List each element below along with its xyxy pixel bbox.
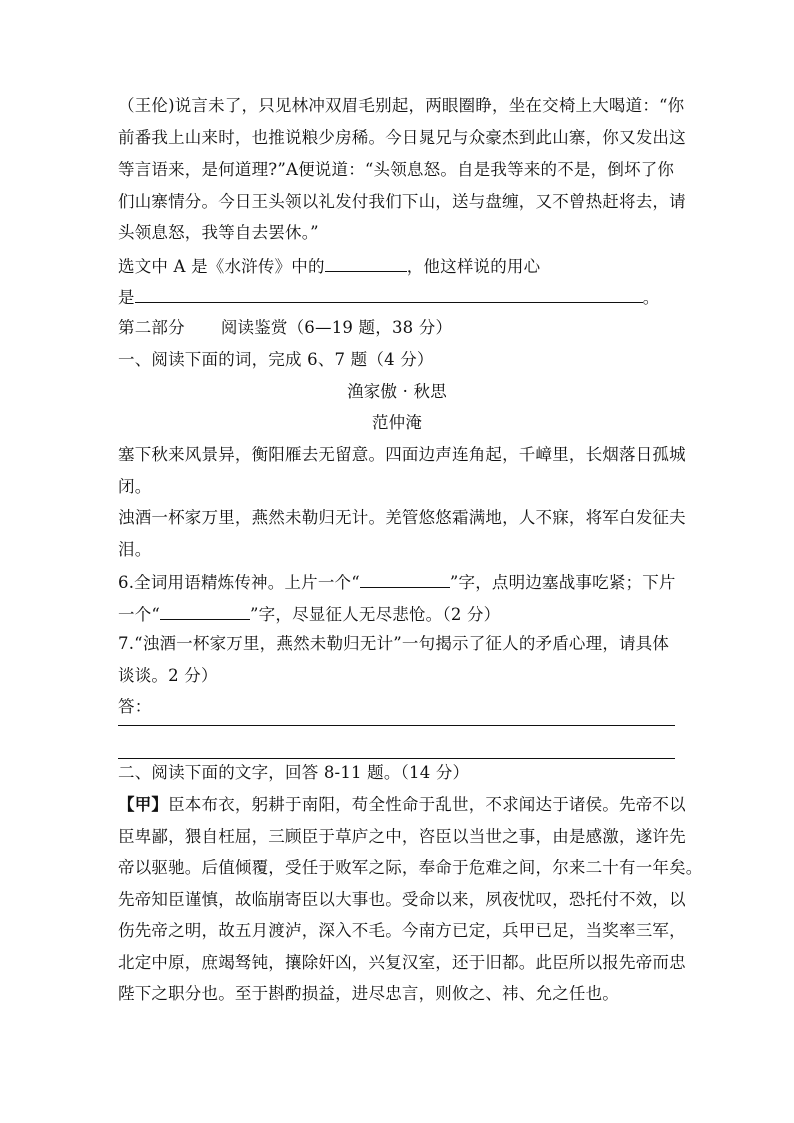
question-6-text-c: 一个“ — [118, 605, 161, 624]
section2-line-6: 北定中原，庶竭驽钝，攘除奸凶，兴复汉室，还于旧都。此臣所以报先帝而忠 — [118, 953, 686, 972]
section2-line-7: 陛下之职分也。至于斟酌损益，进尽忠言，则攸之、祎、允之任也。 — [118, 984, 619, 1003]
poem-line-3: 浊酒一杯家万里，燕然未勒归无计。羌管悠悠霜满地，人不寐，将军白发征夫 — [118, 508, 686, 527]
passage1-line-3: 等言语来，是何道理?”A便说道：“头领息怒。自是我等来的不是，倒坏了你 — [118, 160, 675, 179]
poem-title: 渔家傲 · 秋思 — [347, 382, 447, 401]
question-7-line-1: 7.“浊酒一杯家万里，燕然未勒归无计”一句揭示了征人的矛盾心理，请具体 — [118, 634, 670, 653]
question-5-line-2 — [118, 286, 659, 308]
section2-heading: 二、阅读下面的文字，回答 8-11 题。（14 分） — [118, 763, 470, 782]
question-5-text-c: 是 — [118, 288, 135, 307]
section2-line-5: 伤先帝之明，故五月渡泸，深入不毛。今南方已定，兵甲已足，当奖率三军， — [118, 921, 686, 940]
poem-line-2: 闭。 — [118, 477, 152, 496]
part2-header — [118, 318, 452, 338]
passage-tag: 【甲】 — [118, 795, 169, 814]
passage1-line-5: 头领息怒，我等自去罢休。” — [118, 223, 319, 242]
answer-blank[interactable] — [160, 603, 250, 620]
passage1-line-2: 前番我上山来时，也推说粮少房稀。今日晁兄与众豪杰到此山寨，你又发出这 — [118, 128, 686, 147]
question-7-line-2: 谈谈。2 分） — [118, 666, 218, 685]
question-6-text-b: ”字，点明边塞战事吃紧；下片 — [449, 573, 676, 592]
part2-title: 第二部分 — [118, 318, 185, 337]
poem-line-1: 塞下秋来风景异，衡阳雁去无留意。四面边声连角起，千嶂里，长烟落日孤城 — [118, 445, 686, 464]
answer-blank[interactable] — [325, 255, 407, 272]
answer-line[interactable] — [118, 725, 675, 726]
section2-line-3: 帝以驱驰。后值倾覆，受任于败军之际，奉命于危难之间，尔来二十有一年矣。 — [118, 858, 703, 877]
question-6-line-1 — [118, 571, 676, 593]
part2-subtitle: 阅读鉴赏（6—19 题，38 分） — [220, 318, 453, 337]
passage1-line-1: （王伦)说言未了，只见林冲双眉毛别起，两眼圈睁，坐在交椅上大喝道：“你 — [118, 96, 685, 115]
poem-line-4: 泪。 — [118, 540, 152, 559]
poem-author: 范仲淹 — [371, 413, 423, 432]
question-5-text-end: 。 — [642, 288, 660, 307]
section2-line-1 — [118, 795, 686, 815]
answer-blank[interactable] — [360, 571, 450, 588]
question-5-text-a: 选文中 A 是《水浒传》中的 — [118, 257, 325, 276]
question-6-text-a: 6.全词用语精炼传神。上片一个“ — [118, 573, 360, 592]
answer-line[interactable] — [118, 758, 675, 759]
answer-blank[interactable] — [135, 286, 643, 303]
question-6-line-2 — [118, 603, 500, 625]
section2-line-4: 先帝知臣谨慎，故临崩寄臣以大事也。受命以来，夙夜忧叹，恐托付不效，以 — [118, 890, 686, 909]
passage1-line-4: 们山寨情分。今日王头领以礼发付我们下山，送与盘缠，又不曾热赶将去，请 — [118, 192, 686, 211]
question-5-line-1 — [118, 255, 540, 277]
answer-label: 答： — [118, 697, 152, 716]
section2-line-2: 臣卑鄙，猥自枉屈，三顾臣于草庐之中，咨臣以当世之事，由是感激，遂许先 — [118, 827, 686, 846]
section2-text-1: 臣本布衣，躬耕于南阳，苟全性命于乱世，不求闻达于诸侯。先帝不以 — [168, 795, 686, 814]
section1-heading: 一、阅读下面的词，完成 6、7 题（4 分） — [118, 350, 434, 369]
question-6-text-d: ”字，尽显征人无尽悲怆。（2 分） — [250, 605, 501, 624]
question-5-text-b: ，他这样说的用心 — [406, 257, 541, 276]
